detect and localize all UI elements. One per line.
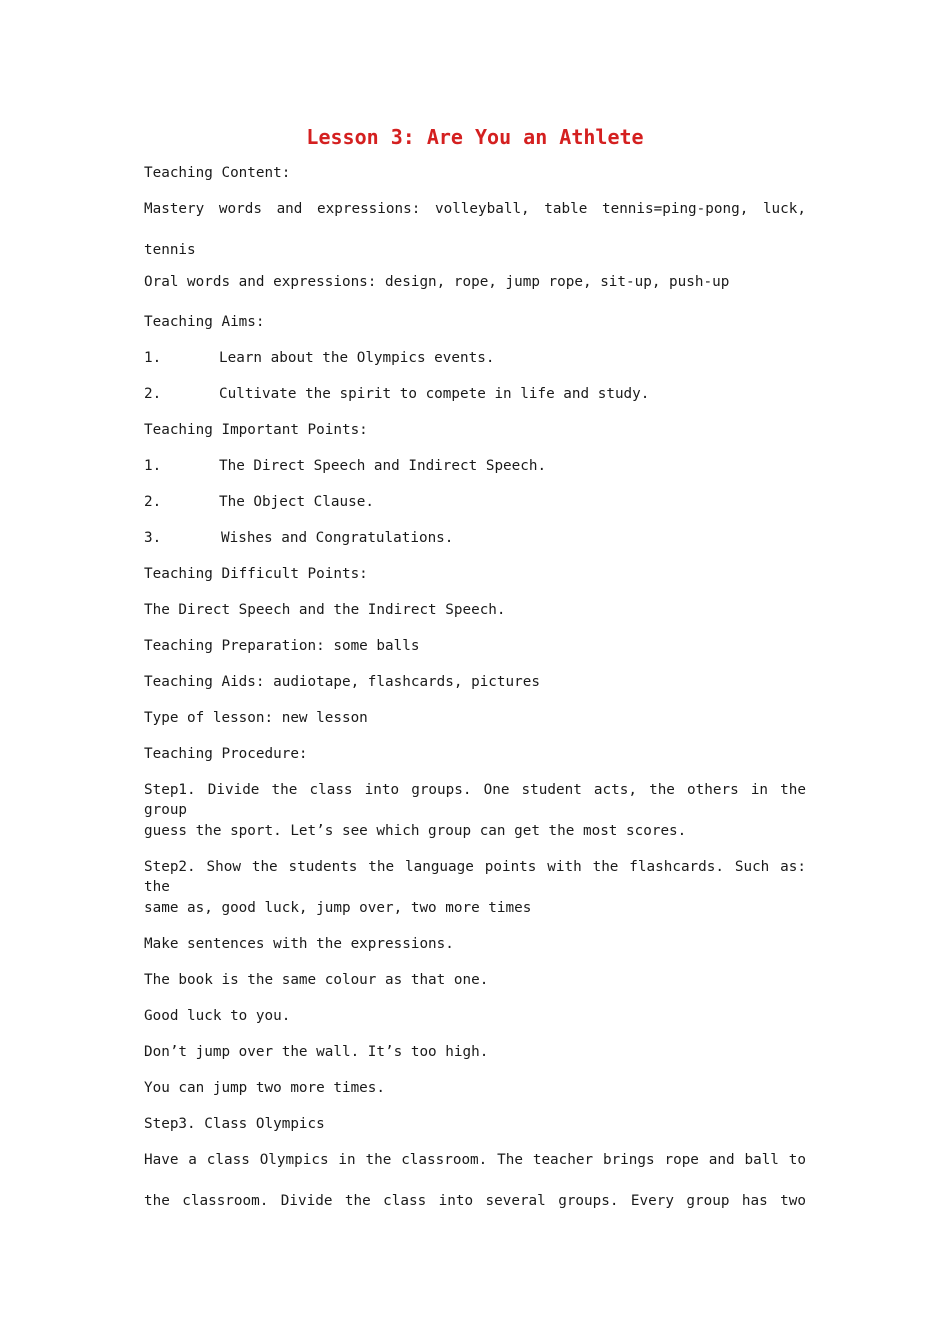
- important-2-number: 2.: [144, 494, 162, 510]
- aim-item-2: [144, 384, 806, 404]
- important-item-3: [144, 528, 806, 548]
- example-sentence-3: Don’t jump over the wall. It’s too high.: [144, 1044, 489, 1060]
- important-2-text: The Object Clause.: [219, 494, 374, 510]
- important-1-number: 1.: [144, 458, 162, 474]
- aim-2-text: Cultivate the spirit to compete in life and study.: [219, 386, 650, 402]
- difficult-points-heading: Teaching Difficult Points:: [144, 566, 368, 582]
- example-sentence-1: The book is the same colour as that one.: [144, 972, 489, 988]
- lesson-type: Type of lesson: new lesson: [144, 710, 368, 726]
- oral-words-line: Oral words and expressions: design, rope, jump rope, sit-up, push-up: [144, 274, 730, 290]
- teaching-aids: Teaching Aids: audiotape, flashcards, pictures: [144, 674, 540, 690]
- step3-line-2: the classroom. Divide the class into several groups. Every group has two: [144, 1193, 806, 1209]
- example-sentence-2: Good luck to you.: [144, 1008, 291, 1024]
- difficult-points-text: The Direct Speech and the Indirect Speech.: [144, 602, 506, 618]
- aim-1-text: Learn about the Olympics events.: [219, 350, 495, 366]
- aim-2-number: 2.: [144, 386, 162, 402]
- step2-line-1: Step2. Show the students the language points with the flashcards. Such as: the: [144, 859, 806, 895]
- teaching-content-heading: Teaching Content:: [144, 165, 291, 181]
- teaching-aims-heading: Teaching Aims:: [144, 314, 265, 330]
- lesson-title: Lesson 3: Are You an Athlete: [306, 125, 644, 149]
- important-3-number: 3.: [144, 530, 162, 546]
- step1-line-2: guess the sport. Let’s see which group can get the most scores.: [144, 823, 687, 839]
- step2-line-2: same as, good luck, jump over, two more times: [144, 900, 532, 916]
- important-3-text: Wishes and Congratulations.: [221, 530, 454, 546]
- mastery-words-line-2: tennis: [144, 242, 196, 258]
- important-item-2: [144, 492, 806, 512]
- teaching-procedure-heading: Teaching Procedure:: [144, 746, 308, 762]
- important-item-1: [144, 456, 806, 476]
- aim-1-number: 1.: [144, 350, 162, 366]
- make-sentences-line: Make sentences with the expressions.: [144, 936, 454, 952]
- aim-item-1: [144, 348, 806, 368]
- step3-heading: Step3. Class Olympics: [144, 1116, 325, 1132]
- step1-line-1: Step1. Divide the class into groups. One student acts, the others in the group: [144, 782, 806, 818]
- example-sentence-4: You can jump two more times.: [144, 1080, 386, 1096]
- mastery-words-line-1: Mastery words and expressions: volleyball, table tennis=ping-pong, luck,: [144, 201, 806, 217]
- important-1-text: The Direct Speech and Indirect Speech.: [219, 458, 547, 474]
- important-points-heading: Teaching Important Points:: [144, 422, 368, 438]
- teaching-preparation: Teaching Preparation: some balls: [144, 638, 420, 654]
- step3-line-1: Have a class Olympics in the classroom. The teacher brings rope and ball to: [144, 1152, 806, 1168]
